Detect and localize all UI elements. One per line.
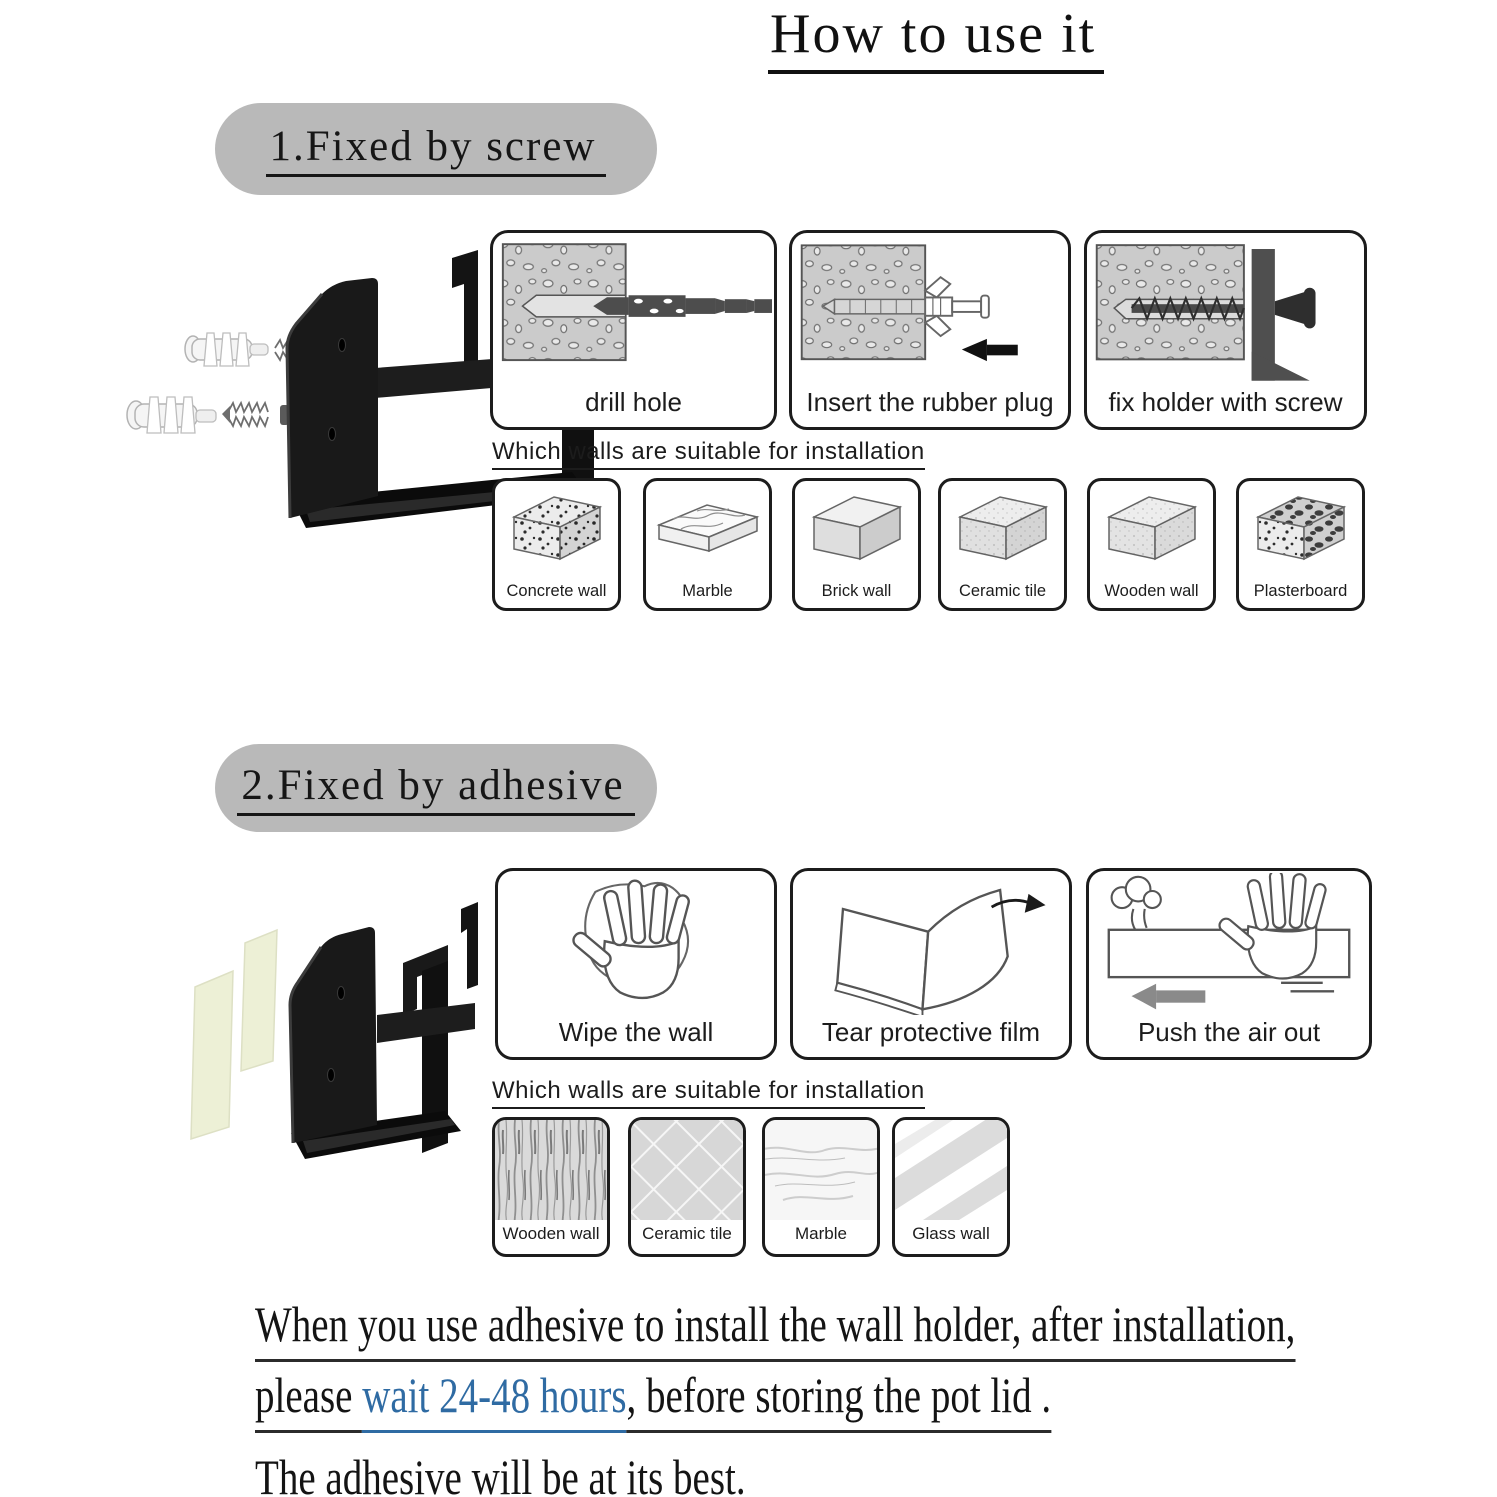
step-card-fix-screw: [1084, 230, 1367, 430]
ceramic-tile-icon: [946, 487, 1058, 573]
footer-line-2: please wait 24-48 hours, before storing the pot lid .: [255, 1366, 1051, 1424]
wipe-wall-illustration: [500, 873, 772, 1015]
wall-card-marble-2: [762, 1117, 880, 1257]
wooden-texture-icon: [495, 1120, 607, 1220]
concrete-wall-icon: [500, 487, 612, 573]
suitable-walls-heading-2: Which walls are suitable for installation: [492, 1077, 925, 1105]
step-label: drill hole: [585, 387, 682, 417]
wall-label: Marble: [795, 1224, 847, 1243]
tear-film-illustration: [795, 873, 1067, 1015]
wall-label: Concrete wall: [506, 582, 607, 600]
wall-card-concrete: [492, 478, 621, 611]
drill-hole-illustration: [495, 235, 772, 385]
step-label: fix holder with screw: [1108, 387, 1343, 417]
brick-wall-icon: [800, 487, 912, 573]
wooden-wall-icon: [1095, 487, 1207, 573]
wall-label: Brick wall: [821, 582, 892, 600]
step-card-drill-hole: [490, 230, 777, 430]
step-label: Push the air out: [1137, 1017, 1321, 1047]
ceramic-texture-icon: [631, 1120, 743, 1220]
bracket-adhesive-illustration: [145, 875, 485, 1165]
fix-screw-illustration: [1089, 235, 1362, 385]
insert-plug-illustration: [794, 235, 1066, 385]
glass-texture-icon: [895, 1120, 1007, 1220]
step-card-push-air: [1086, 868, 1372, 1060]
wall-card-plasterboard: [1236, 478, 1365, 611]
step-card-insert-plug: [789, 230, 1071, 430]
push-air-illustration: [1091, 873, 1367, 1015]
section-2-heading: 2.Fixed by adhesive: [215, 744, 657, 832]
wall-card-wooden: [1087, 478, 1216, 611]
step-label: Insert the rubber plug: [806, 387, 1054, 417]
section-1-heading: 1.Fixed by screw: [215, 103, 657, 195]
wall-card-ceramic-2: [628, 1117, 746, 1257]
step-label: Tear protective film: [821, 1017, 1041, 1047]
footer-line-1: When you use adhesive to install the wall holder, after installation,: [255, 1295, 1295, 1353]
wall-label: Ceramic tile: [642, 1224, 732, 1243]
wall-label: Wooden wall: [1104, 582, 1199, 600]
wall-label: Marble: [682, 582, 733, 600]
wall-label: Wooden wall: [502, 1224, 600, 1243]
wall-card-wooden-2: [492, 1117, 610, 1257]
wall-card-brick: [792, 478, 921, 611]
step-card-wipe-wall: [495, 868, 777, 1060]
step-label: Wipe the wall: [558, 1017, 714, 1047]
wall-label: Plasterboard: [1253, 582, 1348, 600]
marble-texture-icon: [765, 1120, 877, 1220]
step-card-tear-film: [790, 868, 1072, 1060]
wall-card-marble: [643, 478, 772, 611]
page-title: How to use it: [768, 2, 1104, 74]
wall-label: Glass wall: [912, 1224, 990, 1243]
marble-icon: [651, 487, 763, 573]
wait-hours-highlight: wait 24-48 hours: [362, 1367, 626, 1433]
wall-card-ceramic: [938, 478, 1067, 611]
plasterboard-icon: [1244, 487, 1356, 573]
wall-label: Ceramic tile: [958, 582, 1047, 600]
wall-card-glass: [892, 1117, 1010, 1257]
suitable-walls-heading-1: Which walls are suitable for installation: [492, 438, 925, 466]
footer-line-3: The adhesive will be at its best.: [255, 1448, 746, 1497]
